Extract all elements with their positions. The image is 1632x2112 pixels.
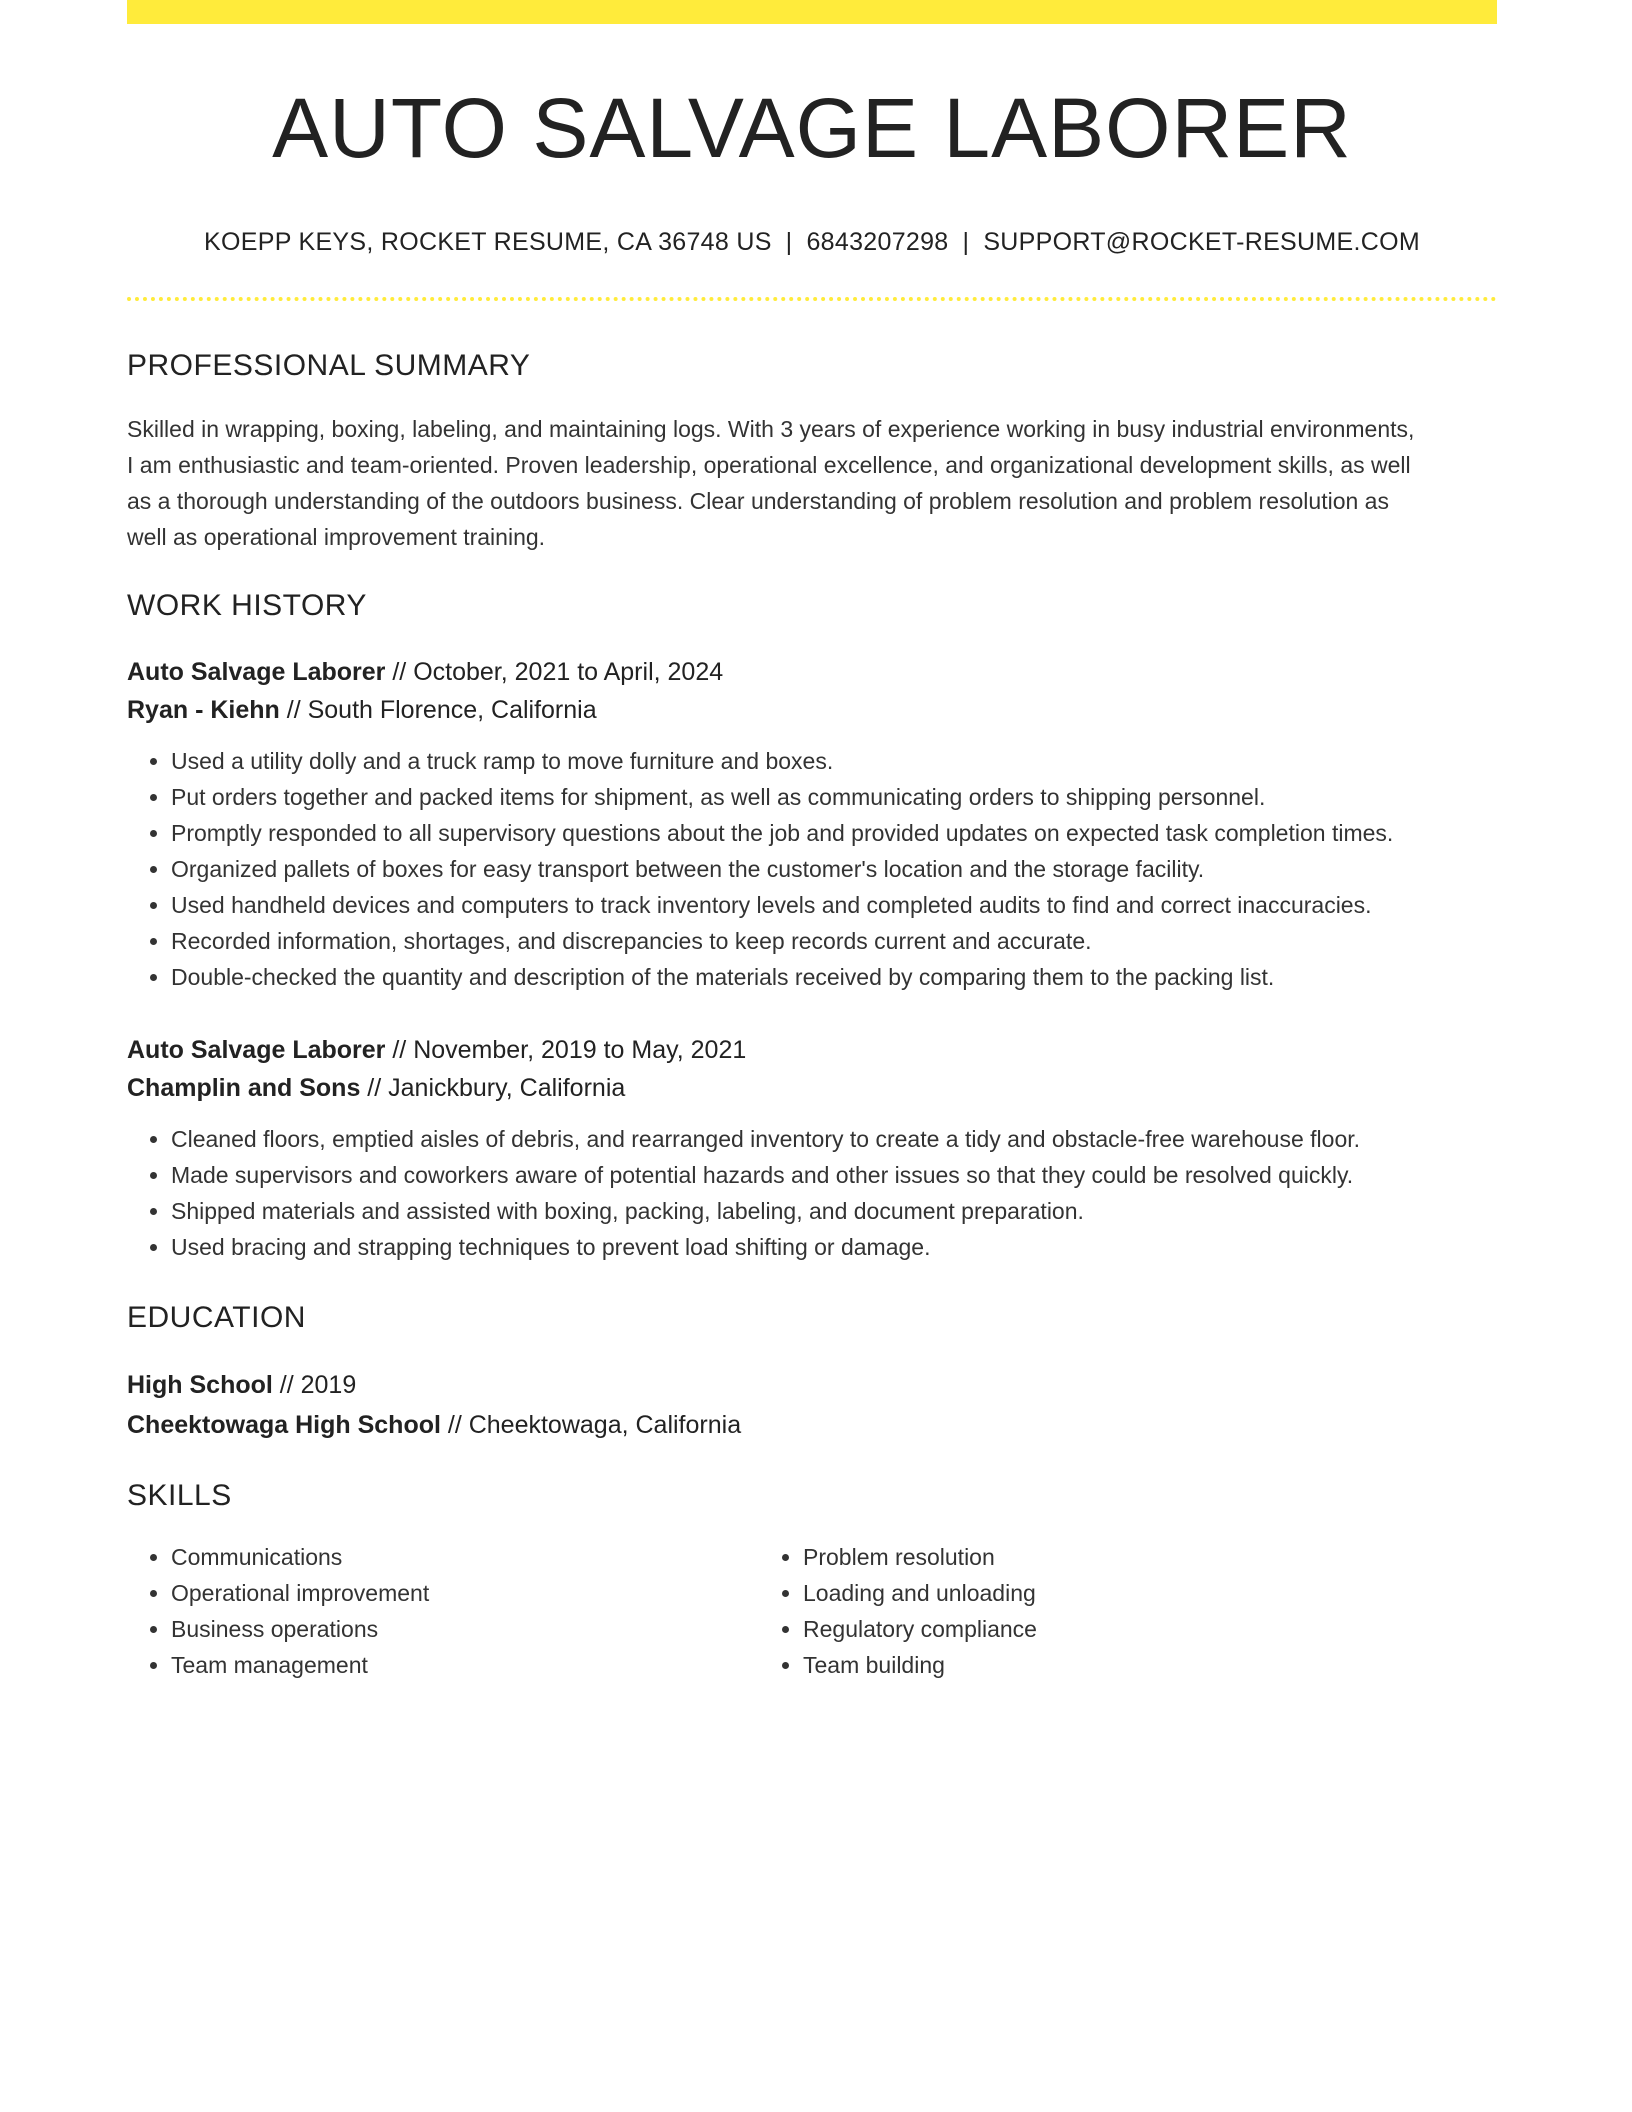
job-title-line xyxy=(127,653,1497,691)
education-school: Cheektowaga High School xyxy=(127,1411,441,1440)
job-role: Auto Salvage Laborer xyxy=(127,658,386,687)
education-degree-line xyxy=(127,1365,1497,1405)
skill-item: • Communications xyxy=(171,1539,759,1575)
education-degree: High School xyxy=(127,1371,273,1400)
contact-phone: 6843207298 xyxy=(806,228,949,257)
accent-top-bar xyxy=(127,0,1497,24)
job-bullets xyxy=(127,743,1497,995)
job-company-line xyxy=(127,1069,1497,1107)
contact-address: KOEPP KEYS, ROCKET RESUME, CA 36748 US xyxy=(204,228,772,257)
list-item: • Put orders together and packed items for shipment, as well as communicating orders to shipping personnel. xyxy=(171,779,1497,815)
job-bullets xyxy=(127,1121,1497,1265)
education-heading: EDUCATION xyxy=(127,1301,306,1335)
list-item: • Shipped materials and assisted with boxing, packing, labeling, and document preparation. xyxy=(171,1193,1497,1229)
job-dates: // November, 2019 to May, 2021 xyxy=(385,1036,747,1065)
list-item: • Made supervisors and coworkers aware of potential hazards and other issues so that they could be resolved quickly. xyxy=(171,1157,1497,1193)
skill-item: • Team management xyxy=(171,1647,759,1683)
dotted-divider xyxy=(127,297,1497,301)
summary-heading: PROFESSIONAL SUMMARY xyxy=(127,349,531,383)
job-role: Auto Salvage Laborer xyxy=(127,1036,386,1065)
skill-item: • Problem resolution xyxy=(803,1539,1435,1575)
job-company: Ryan - Kiehn xyxy=(127,696,280,725)
job-dates: // October, 2021 to April, 2024 xyxy=(385,658,724,687)
contact-email: SUPPORT@ROCKET-RESUME.COM xyxy=(983,228,1420,257)
work-history-heading: WORK HISTORY xyxy=(127,589,367,623)
job-location: // South Florence, California xyxy=(279,696,597,725)
list-item: • Used bracing and strapping techniques to prevent load shifting or damage. xyxy=(171,1229,1497,1265)
job-company: Champlin and Sons xyxy=(127,1074,361,1103)
education-year: // 2019 xyxy=(272,1371,357,1400)
contact-separator: | xyxy=(962,228,970,257)
education-location: // Cheektowaga, California xyxy=(440,1411,742,1440)
skill-item: • Operational improvement xyxy=(171,1575,759,1611)
job-title-line xyxy=(127,1031,1497,1069)
education-school-line xyxy=(127,1405,1497,1445)
summary-text: Skilled in wrapping, boxing, labeling, and maintaining logs. With 3 years of experience working in busy industrial environments, I am enthusiastic and team-oriented. Proven leadership, operational excellence, and organizational development skills, as well as a thorough understanding of the outdoors business. Clear understanding of problem resolution and problem resolution as well as operational improvement training. xyxy=(127,416,1415,551)
skills-list-left xyxy=(127,1539,759,1683)
resume-title: AUTO SALVAGE LABORER xyxy=(272,81,1352,175)
skill-item: • Team building xyxy=(803,1647,1435,1683)
contact-separator: | xyxy=(785,228,793,257)
list-item: • Promptly responded to all supervisory questions about the job and provided updates on expected task completion times. xyxy=(171,815,1497,851)
skills-list-right xyxy=(759,1539,1435,1683)
list-item: • Used a utility dolly and a truck ramp to move furniture and boxes. xyxy=(171,743,1497,779)
resume-page xyxy=(127,0,1497,1683)
skill-item: • Business operations xyxy=(171,1611,759,1647)
job-company-line xyxy=(127,691,1497,729)
list-item: • Cleaned floors, emptied aisles of debris, and rearranged inventory to create a tidy and obstacle-free warehouse floor. xyxy=(171,1121,1497,1157)
skills-heading: SKILLS xyxy=(127,1479,232,1513)
list-item: • Organized pallets of boxes for easy transport between the customer's location and the storage facility. xyxy=(171,851,1497,887)
job-location: // Janickbury, California xyxy=(360,1074,626,1103)
skills-columns xyxy=(127,1539,1497,1683)
education-entry xyxy=(127,1365,1497,1445)
list-item: • Recorded information, shortages, and discrepancies to keep records current and accurate. xyxy=(171,923,1497,959)
list-item: • Double-checked the quantity and description of the materials received by comparing them to the packing list. xyxy=(171,959,1497,995)
list-item: • Used handheld devices and computers to track inventory levels and completed audits to find and correct inaccuracies. xyxy=(171,887,1497,923)
skill-item: • Regulatory compliance xyxy=(803,1611,1435,1647)
job-entry xyxy=(127,653,1497,995)
job-entry xyxy=(127,1031,1497,1265)
skill-item: • Loading and unloading xyxy=(803,1575,1435,1611)
contact-line xyxy=(127,228,1497,257)
